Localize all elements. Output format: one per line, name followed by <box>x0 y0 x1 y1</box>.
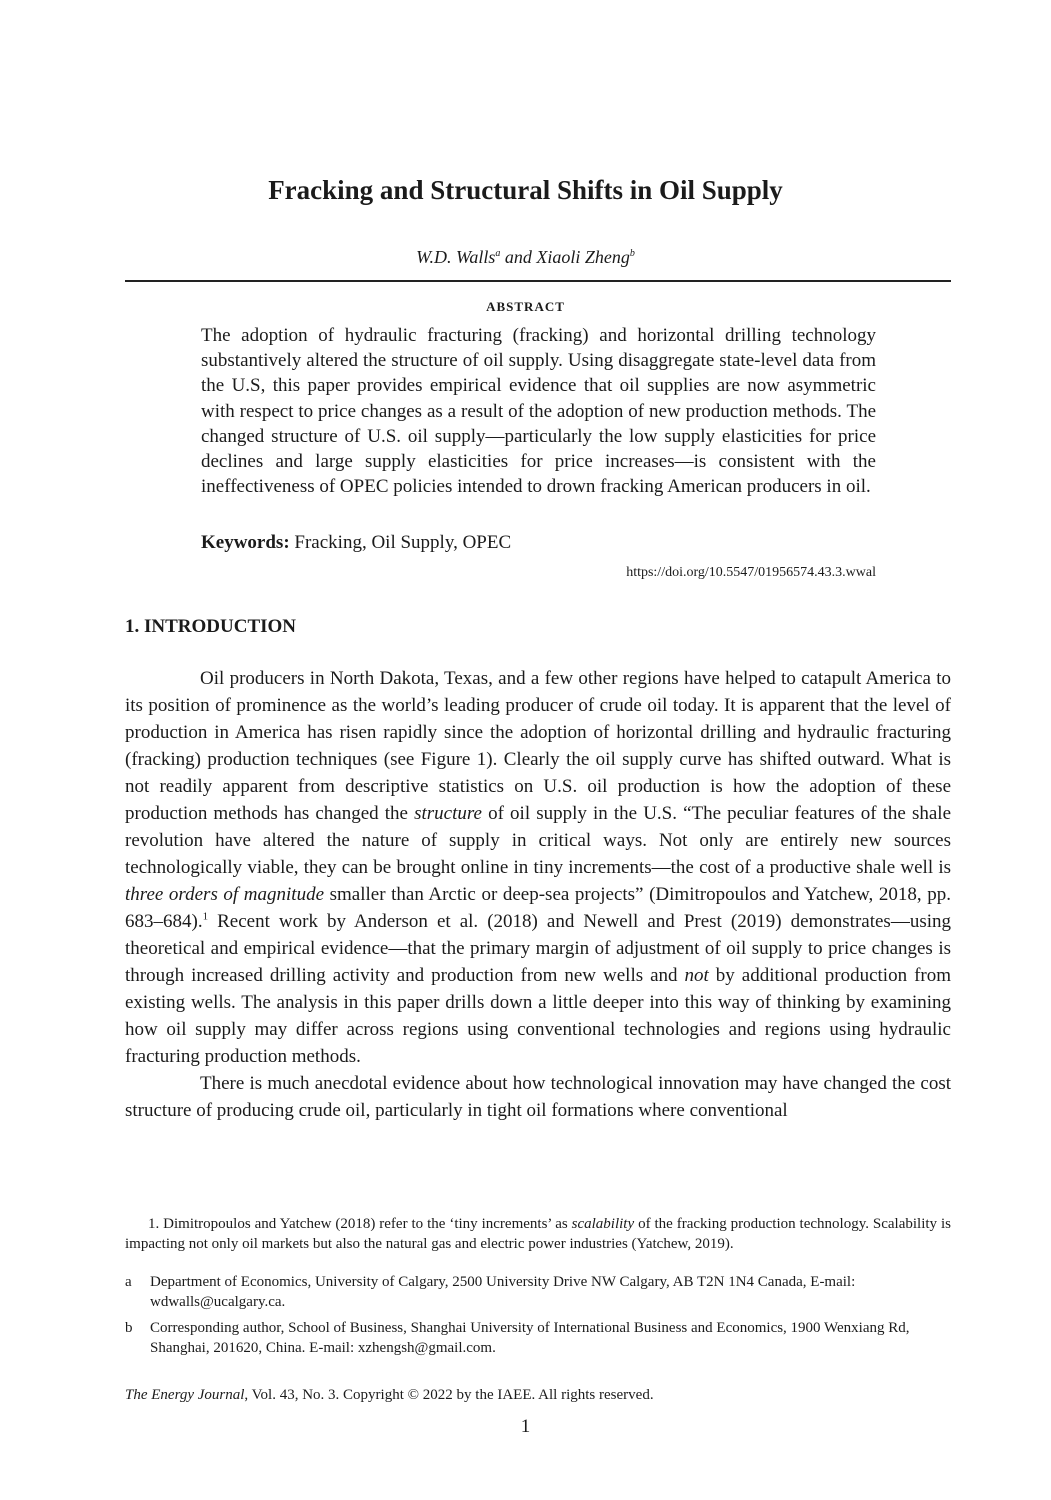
affiliation-a-text: Department of Economics, University of Calgary, 2500 University Drive NW Calgary, AB T2N 1N4 Canada, E-mail: wdwalls@ucalgary.ca. <box>150 1274 856 1310</box>
author-2-affiliation-mark: b <box>629 248 635 259</box>
keywords-list: Fracking, Oil Supply, OPEC <box>289 532 512 553</box>
keywords-label: Keywords: <box>201 532 290 553</box>
body-text <box>125 665 951 1124</box>
p1-text-c: smaller than Arctic or deep-sea projects” (Dimitropoulos and Yatchew, 2018, pp. 683–684). <box>125 884 951 932</box>
journal-details: , Vol. 43, No. 3. Copyright © 2022 by the IAEE. All rights reserved. <box>244 1387 654 1403</box>
footnote-1-emphasis: scalability <box>571 1216 635 1232</box>
footnote-1-text-a: 1. Dimitropoulos and Yatchew (2018) refer to the ‘tiny increments’ as <box>148 1216 572 1232</box>
footnote-1-text-b: of the fracking production technology. Scalability is impacting not only oil markets but also the natural gas and electric power industries (Yatchew, 2019). <box>125 1216 951 1252</box>
keywords-line <box>201 530 876 555</box>
journal-citation <box>125 1385 654 1405</box>
affiliation-a-mark: a <box>125 1274 132 1290</box>
section-heading-introduction: 1. INTRODUCTION <box>125 616 297 637</box>
p1-text-e: by additional production from existing wells. The analysis in this paper drills down a little deeper into this way of thinking by examining how oil supply may differ across regions using conventional technologies and regions using hydraulic fracturing production methods. <box>125 965 952 1067</box>
abstract-heading: ABSTRACT <box>486 299 565 314</box>
body-paragraph-2: There is much anecdotal evidence about how technological innovation may have changed the cost structure of producing crude oil, particularly in tight oil formations where conventional <box>125 1073 951 1121</box>
footnote-reference-1[interactable]: 1 <box>202 910 209 923</box>
p1-text-b: of oil supply in the U.S. “The peculiar features of the shale revolution have altered the nature of supply in critical ways. Not only are entirely new sources technologically viable, they can be brought online in tiny increments—the cost of a productive shale well is <box>125 803 951 878</box>
abstract-text: The adoption of hydraulic fracturing (fracking) and horizontal drilling technology substantively altered the structure of oil supply. Using disaggregate state-level data from the U.S, this paper provides empirical evidence that oil supplies are now asymmetric with respect to price changes as a result of the adoption of new production methods. The changed structure of U.S. oil supply—particularly the low supply elasticities for price declines and large supply elasticities for price increases—is consistent with the ineffectiveness of OPEC policies intended to drown fracking American producers in oil. <box>201 325 876 498</box>
author-1: W.D. Walls <box>416 247 496 267</box>
p1-emphasis-structure: structure <box>414 803 482 824</box>
affiliation-a <box>125 1272 951 1312</box>
affiliation-b-mark: b <box>125 1320 133 1336</box>
p1-text-d: Recent work by Anderson et al. (2018) and Newell and Prest (2019) demonstrates—using theoretical and empirical evidence—that the primary margin of adjustment of oil supply to price changes is through increased drilling activity and production from new wells and <box>125 911 951 986</box>
author-conjunction: and <box>500 247 537 267</box>
footnote-1 <box>125 1214 951 1254</box>
affiliation-b-text: Corresponding author, School of Business, Shanghai University of International Business and Economics, 1900 Wenxiang Rd, Shanghai, 201620, China. E-mail: xzhengsh@gmail.com. <box>150 1320 910 1356</box>
body-paragraph-1 <box>125 665 951 1070</box>
p1-emphasis-magnitude: three orders of magnitude <box>125 884 325 905</box>
page-number: 1 <box>520 1416 531 1437</box>
paper-title: Fracking and Structural Shifts in Oil Supply <box>268 175 783 205</box>
affiliation-b <box>125 1318 951 1358</box>
author-line <box>0 242 1051 269</box>
author-1-affiliation-mark: a <box>495 248 501 259</box>
doi-link[interactable]: https://doi.org/10.5547/01956574.43.3.wwal <box>626 565 876 580</box>
p1-text-a: Oil producers in North Dakota, Texas, and a few other regions have helped to catapult America to its position of prominence as the world’s leading producer of crude oil today. It is apparent that the level of production in America has risen rapidly since the adoption of horizontal drilling and hydraulic fracturing (fracking) production techniques (see Figure 1). Clearly the oil supply curve has shifted outward. What is not readily apparent from descriptive statistics on U.S. oil production is how the adoption of these production methods has changed the <box>125 668 951 824</box>
header-rule <box>125 280 951 282</box>
author-2: Xiaoli Zheng <box>536 247 630 267</box>
p1-emphasis-not: not <box>684 965 709 986</box>
journal-name: The Energy Journal <box>125 1387 245 1403</box>
